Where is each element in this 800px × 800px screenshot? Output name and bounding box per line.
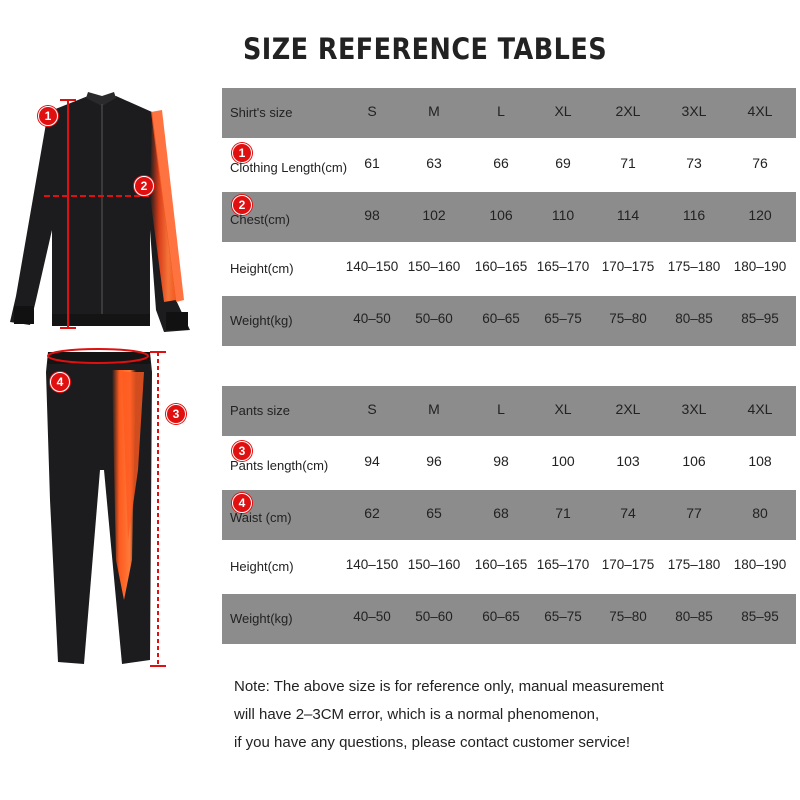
figure-badge-2: 2 [134,176,154,196]
value-cell: 71 [620,155,636,171]
figure-badge-4: 4 [50,372,70,392]
value-cell: 102 [422,207,446,223]
shirt-header-row [222,88,796,138]
size-4xl: 4XL [747,401,773,417]
value-cell: 180–190 [733,557,787,572]
value-cell: 77 [686,505,702,521]
value-cell: 71 [555,505,571,521]
size-l: L [497,103,505,119]
table-row [222,490,796,540]
value-cell: 170–175 [601,557,655,572]
value-cell: 66 [493,155,509,171]
value-cell: 61 [364,155,380,171]
size-3xl: 3XL [681,401,707,417]
value-cell: 65 [426,505,442,521]
size-s: S [367,401,377,417]
value-cell: 165–170 [536,557,590,572]
value-cell: 63 [426,155,442,171]
value-cell: 106 [489,207,513,223]
value-cell: 100 [551,453,575,469]
value-cell: 180–190 [733,259,787,274]
value-cell: 60–65 [482,609,520,624]
value-cell: 108 [748,453,772,469]
row-label: Pants length(cm) [230,458,329,473]
value-cell: 73 [686,155,702,171]
value-cell: 75–80 [609,311,647,326]
value-cell: 110 [551,207,575,223]
value-cell: 98 [364,207,380,223]
value-cell: 150–160 [407,557,461,572]
value-cell: 165–170 [536,259,590,274]
value-cell: 114 [616,207,640,223]
value-cell: 85–95 [741,311,779,326]
table-row [222,438,796,488]
row-badge: 2 [232,195,252,215]
size-m: M [428,103,440,119]
row-badge: 1 [232,143,252,163]
value-cell: 62 [364,505,380,521]
value-cell: 116 [682,207,706,223]
shirt-header-label: Shirt's size [230,105,293,120]
row-badge: 3 [232,441,252,461]
row-label: Waist (cm) [230,510,292,525]
value-cell: 65–75 [544,311,582,326]
size-xl: XL [554,401,572,417]
page-title: SIZE REFERENCE TABLES [242,32,608,66]
value-cell: 68 [493,505,509,521]
size-2xl: 2XL [615,401,641,417]
table-row [222,542,796,592]
value-cell: 75–80 [609,609,647,624]
value-cell: 140–150 [345,557,399,572]
jacket [10,92,190,332]
size-2xl: 2XL [615,103,641,119]
value-cell: 106 [682,453,706,469]
size-m: M [428,401,440,417]
value-cell: 50–60 [415,609,453,624]
value-cell: 94 [364,453,380,469]
pants-size-table [222,386,796,648]
tracksuit-illustration [0,0,210,680]
row-label: Height(cm) [230,261,294,276]
size-4xl: 4XL [747,103,773,119]
value-cell: 96 [426,453,442,469]
value-cell: 69 [555,155,571,171]
value-cell: 85–95 [741,609,779,624]
value-cell: 160–165 [474,259,528,274]
size-3xl: 3XL [681,103,707,119]
value-cell: 120 [748,207,772,223]
value-cell: 175–180 [667,557,721,572]
size-s: S [367,103,377,119]
pants-header-row [222,386,796,436]
value-cell: 80–85 [675,311,713,326]
value-cell: 65–75 [544,609,582,624]
figure-badge-3: 3 [166,404,186,424]
row-label: Height(cm) [230,559,294,574]
value-cell: 40–50 [353,311,391,326]
pants-header-label: Pants size [230,403,290,418]
value-cell: 74 [620,505,636,521]
shirt-size-table [222,88,796,350]
value-cell: 80–85 [675,609,713,624]
table-row [222,296,796,346]
row-label: Weight(kg) [230,611,293,626]
note-line-2: will have 2–3CM error, which is a normal phenomenon, [234,706,600,723]
value-cell: 170–175 [601,259,655,274]
value-cell: 175–180 [667,259,721,274]
table-row [222,140,796,190]
size-l: L [497,401,505,417]
table-row [222,244,796,294]
row-label: Weight(kg) [230,313,293,328]
row-label: Chest(cm) [230,212,290,227]
row-label: Clothing Length(cm) [230,160,348,175]
value-cell: 103 [616,453,640,469]
value-cell: 60–65 [482,311,520,326]
value-cell: 76 [752,155,768,171]
table-row [222,594,796,644]
size-xl: XL [554,103,572,119]
row-badge: 4 [232,493,252,513]
value-cell: 140–150 [345,259,399,274]
figure-badge-1: 1 [38,106,58,126]
note-line-3: if you have any questions, please contact customer service! [234,734,631,751]
value-cell: 160–165 [474,557,528,572]
value-cell: 40–50 [353,609,391,624]
value-cell: 50–60 [415,311,453,326]
note-line-1: Note: The above size is for reference only, manual measurement [234,678,664,695]
value-cell: 150–160 [407,259,461,274]
pants [46,352,152,664]
value-cell: 80 [752,505,768,521]
value-cell: 98 [493,453,509,469]
table-row [222,192,796,242]
